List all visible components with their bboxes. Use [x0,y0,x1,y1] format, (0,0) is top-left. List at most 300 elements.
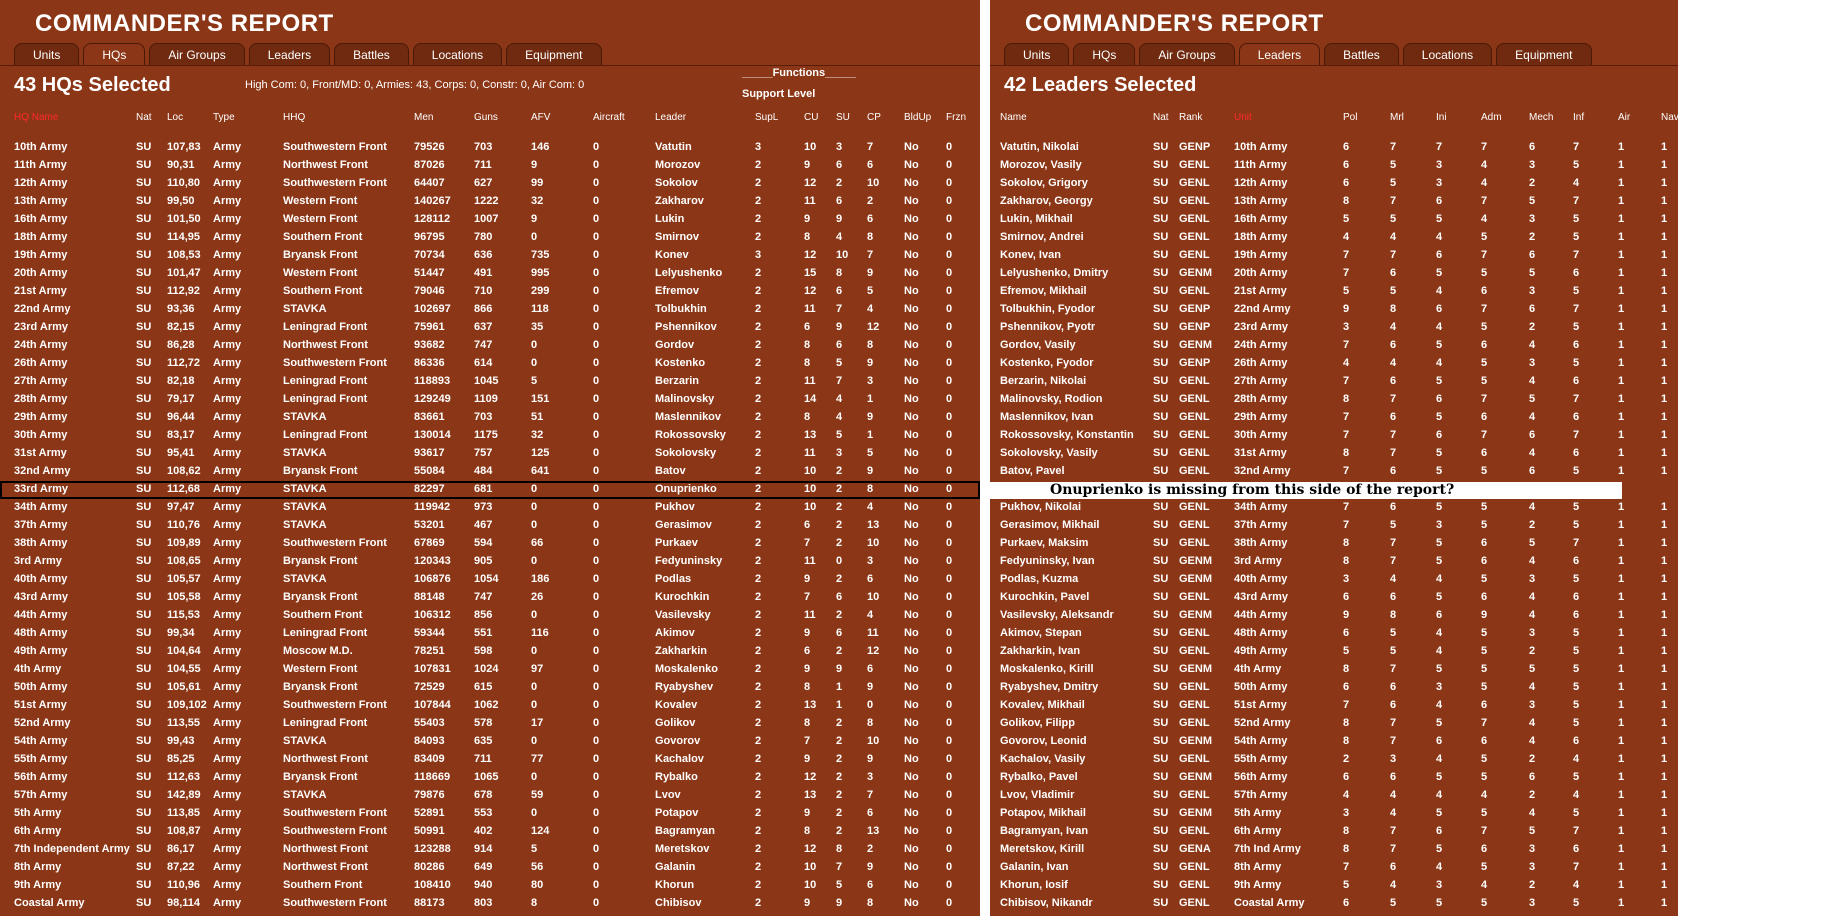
cell-adm: 6 [1481,339,1488,351]
cell-nat: SU [1153,429,1169,441]
leader-row[interactable] [990,517,1752,535]
column-header-nat[interactable]: Nat [136,112,152,123]
cell-hq-name: 54th Army [14,735,68,747]
cell-nav: 1 [1661,465,1668,477]
cell-leader: Gerasimov [655,519,712,531]
column-header-adm[interactable]: Adm [1481,112,1502,123]
cell-unit: 11th Army [1234,159,1287,171]
cell-type: Army [213,285,242,297]
leader-row[interactable] [990,175,1758,193]
cell-hq-name: 3rd Army [14,555,62,567]
cell-su: 1 [836,681,843,693]
cell-cu: 11 [804,609,816,621]
cell-supl: 2 [755,465,762,477]
cell-hq-name: 32nd Army [14,465,71,477]
cell-vic: 16 [1702,321,1715,333]
cell-nav: 1 [1661,879,1668,891]
cell-inf: 5 [1573,213,1580,225]
hq-row[interactable] [0,301,980,319]
cell-aircraft: 0 [593,321,600,333]
column-header-bldup[interactable]: BldUp [904,112,932,123]
cell-pol: 3 [1343,321,1350,333]
column-header-men[interactable]: Men [414,112,434,123]
leader-row[interactable] [990,877,1758,895]
cell-def: 3 [1745,627,1752,639]
cell-air: 1 [1618,231,1625,243]
column-header-unit[interactable]: Unit [1234,112,1252,123]
cell-mech: 6 [1529,771,1536,783]
cell-guns: 747 [474,339,493,351]
cell-vic: 4 [1702,411,1709,423]
cell-afv: 77 [531,753,544,765]
cell-su: 2 [836,537,843,549]
hq-row[interactable] [0,337,980,355]
leader-row[interactable] [990,643,1752,661]
cell-loc: 105,57 [167,573,201,585]
leader-row[interactable] [990,445,1758,463]
cell-nav: 1 [1661,825,1668,837]
column-header-vic[interactable]: Vic [1702,112,1716,123]
leader-row[interactable] [990,139,1758,157]
hq-row[interactable] [0,661,980,679]
hq-row[interactable] [0,409,980,427]
cell-nat: SU [136,231,152,243]
column-header-loc[interactable]: Loc [167,112,184,123]
tab-equipment[interactable]: Equipment [1496,43,1591,66]
column-header-su[interactable]: SU [836,112,850,123]
tab-locations[interactable]: Locations [413,43,502,66]
cell-nav: 1 [1661,357,1668,369]
leader-row[interactable] [990,805,1758,823]
cell-name: Sokolovsky, Vasily [1000,447,1098,459]
cell-rank: GENM [1179,555,1212,567]
cell-rank: GENP [1179,303,1211,315]
leader-row[interactable] [990,193,1758,211]
cell-air: 1 [1618,717,1625,729]
cell-hq-name: 31st Army [14,447,67,459]
hq-row[interactable] [0,157,980,175]
cell-def: 4 [1745,519,1752,531]
cell-loc: 104,55 [167,663,201,675]
cell-type: Army [213,699,242,711]
tab-units[interactable]: Units [14,43,79,66]
cell-bldup: No [904,339,919,351]
cell-rank: GENL [1179,879,1210,891]
cell-cp: 3 [867,375,874,387]
cell-loc: 90,31 [167,159,195,171]
hq-row[interactable] [0,499,980,517]
cell-hq-name: 11th Army [14,159,67,171]
cell-hq-name: 33rd Army [14,483,69,495]
cell-vic: 10 [1702,699,1715,711]
cell-loc: 110,76 [167,519,201,531]
cell-unit: 30th Army [1234,429,1288,441]
cell-nat: SU [136,753,152,765]
cell-ini: 5 [1436,717,1443,729]
cell-supl: 2 [755,393,762,405]
cell-vic: 1 [1702,609,1709,621]
cell-unit: 32nd Army [1234,465,1291,477]
hq-row[interactable] [0,571,980,589]
cell-hq-name: 37th Army [14,519,68,531]
column-header-pol[interactable]: Pol [1343,112,1358,123]
cell-cu: 6 [804,645,811,657]
leader-row[interactable] [990,823,1758,841]
cell-supl: 2 [755,537,762,549]
cell-supl: 2 [755,339,762,351]
cell-nat: SU [136,519,152,531]
hq-row[interactable] [0,751,980,769]
cell-frzn: 0 [946,663,953,675]
hq-row[interactable] [0,805,980,823]
cell-mech: 4 [1529,555,1536,567]
cell-leader: Purkaev [655,537,698,549]
leader-row[interactable] [990,769,1752,787]
cell-guns: 856 [474,609,493,621]
cell-frzn: 0 [946,231,953,243]
leader-row[interactable] [990,733,1752,751]
leader-row[interactable] [990,607,1752,625]
cell-air: 1 [1618,627,1625,639]
leader-row[interactable] [990,499,1752,517]
leader-row[interactable] [990,895,1752,913]
tab-equipment[interactable]: Equipment [506,43,601,66]
leader-row[interactable] [990,679,1758,697]
cell-leader: Khorun [655,879,695,891]
cell-def: 0 [1745,249,1752,261]
cell-bldup: No [904,609,919,621]
tab-leaders[interactable]: Leaders [249,43,330,66]
column-header-nat[interactable]: Nat [1153,112,1169,123]
cell-air: 1 [1618,411,1625,423]
cell-mrl: 5 [1390,213,1397,225]
hq-row[interactable] [0,283,980,301]
column-header-hhq[interactable]: HHQ [283,112,306,123]
cell-su: 7 [836,375,843,387]
cell-nav: 1 [1661,555,1668,567]
cell-nat: SU [1153,357,1169,369]
hq-row[interactable] [0,211,980,229]
cell-unit: 5th Army [1234,807,1282,819]
cell-su: 6 [836,339,843,351]
hq-row[interactable] [0,445,980,463]
leader-row[interactable] [990,283,1758,301]
cell-cu: 7 [804,537,811,549]
column-header-def[interactable]: Def [1745,112,1761,123]
cell-guns: 598 [474,645,493,657]
cell-type: Army [213,303,242,315]
cell-su: 10 [836,249,849,261]
cell-pol: 7 [1343,501,1350,513]
cell-loc: 99,50 [167,195,195,207]
column-header-hq-name[interactable]: HQ Name [14,112,59,123]
cell-men: 118669 [414,771,451,783]
cell-cp: 6 [867,807,874,819]
cell-frzn: 0 [946,195,953,207]
hq-row[interactable] [0,841,980,859]
leader-row[interactable] [990,337,1752,355]
hq-row[interactable] [0,697,980,715]
cell-nav: 1 [1661,285,1668,297]
column-header-type[interactable]: Type [213,112,235,123]
tab-units[interactable]: Units [1004,43,1069,66]
leader-row[interactable] [990,391,1752,409]
cell-inf: 4 [1573,753,1580,765]
tab-leaders[interactable]: Leaders [1239,43,1320,66]
cell-type: Army [213,879,242,891]
cell-vic: 10 [1702,429,1715,441]
cell-def: 4 [1745,393,1752,405]
hq-row[interactable] [0,859,980,877]
cell-def: 0 [1745,573,1752,585]
leader-row[interactable] [990,157,1758,175]
cell-aircraft: 0 [593,267,600,279]
leader-row[interactable] [990,697,1758,715]
hq-row[interactable] [0,319,980,337]
tab-battles[interactable]: Battles [334,43,409,66]
cell-nat: SU [1153,411,1169,423]
cell-hq-name: 21st Army [14,285,67,297]
cell-nat: SU [1153,375,1169,387]
leader-row[interactable] [990,553,1758,571]
support-level-label: Support Level [742,88,816,100]
cell-frzn: 0 [946,285,953,297]
cell-loc: 110,96 [167,879,201,891]
cell-leader: Maslennikov [655,411,722,423]
cell-inf: 5 [1573,771,1580,783]
cell-hhq: Western Front [283,195,358,207]
cell-guns: 757 [474,447,493,459]
hq-row[interactable] [0,625,980,643]
cell-cp: 1 [867,393,874,405]
cell-mech: 4 [1529,339,1536,351]
cell-pol: 8 [1343,735,1350,747]
leader-row[interactable] [990,265,1752,283]
leader-row[interactable] [990,859,1758,877]
hq-row[interactable] [0,589,980,607]
hq-row[interactable] [0,643,980,661]
cell-bldup: No [904,393,919,405]
column-header-name[interactable]: Name [1000,112,1027,123]
hq-row[interactable] [0,427,980,445]
cell-aircraft: 0 [593,627,600,639]
hq-row[interactable] [0,769,980,787]
cell-leader: Moskalenko [655,663,718,675]
leader-row[interactable] [990,355,1758,373]
leader-row[interactable] [990,211,1752,229]
leader-row[interactable] [990,427,1758,445]
hq-row[interactable] [0,715,980,733]
column-header-cp[interactable]: CP [867,112,881,123]
leader-row[interactable] [990,301,1758,319]
cell-guns: 1175 [474,429,498,441]
tab-locations[interactable]: Locations [1403,43,1492,66]
column-header-nav[interactable]: Nav [1661,112,1679,123]
leader-row[interactable] [990,229,1758,247]
leader-row[interactable] [990,715,1752,733]
hq-row[interactable] [0,895,980,913]
cell-supl: 2 [755,267,762,279]
cell-pol: 6 [1343,159,1350,171]
hq-row[interactable] [0,265,980,283]
cell-hhq: Northwest Front [283,861,368,873]
cell-hhq: Bryansk Front [283,681,358,693]
cell-nat: SU [1153,177,1169,189]
cell-aircraft: 0 [593,645,600,657]
leader-row[interactable] [990,319,1752,337]
cell-afv: 0 [531,735,538,747]
column-header-supl[interactable]: SupL [755,112,779,123]
cell-loc: 115,53 [167,609,201,621]
leader-row[interactable] [990,787,1752,805]
cell-type: Army [213,411,242,423]
leader-row[interactable] [990,535,1758,553]
cell-loc: 83,17 [167,429,195,441]
cell-guns: 1054 [474,573,499,585]
cell-mrl: 7 [1390,825,1397,837]
cell-men: 96795 [414,231,445,243]
column-header-cu[interactable]: CU [804,112,819,123]
cell-vic: 0 [1702,249,1709,261]
hq-row[interactable] [0,193,980,211]
cell-afv: 186 [531,573,550,585]
leader-row[interactable] [990,751,1752,769]
column-header-afv[interactable]: AFV [531,112,551,123]
cell-supl: 2 [755,609,762,621]
cell-cp: 7 [867,249,874,261]
cell-air: 1 [1618,753,1625,765]
cell-frzn: 0 [946,789,953,801]
cell-supl: 2 [755,681,762,693]
column-header-aircraft[interactable]: Aircraft [593,112,625,123]
cell-mrl: 6 [1390,699,1397,711]
cell-men: 118893 [414,375,451,387]
leader-row[interactable] [990,625,1752,643]
cell-mech: 2 [1529,789,1536,801]
cell-ini: 6 [1436,735,1443,747]
leader-row[interactable] [990,589,1758,607]
cell-men: 129249 [414,393,451,405]
tab-air-groups[interactable]: Air Groups [1139,43,1234,66]
cell-name: Pshennikov, Pyotr [1000,321,1096,333]
hq-row[interactable] [0,175,980,193]
hq-row[interactable] [0,733,980,751]
cell-pol: 6 [1343,591,1350,603]
leader-row[interactable] [990,373,1758,391]
hq-row[interactable] [0,535,980,553]
hq-row[interactable] [0,481,980,499]
cell-def: 30 [1745,285,1758,297]
cell-leader: Efremov [655,285,700,297]
cell-mrl: 7 [1390,393,1397,405]
cell-cp: 6 [867,573,874,585]
column-header-frzn[interactable]: Frzn [946,112,966,123]
column-header-guns[interactable]: Guns [474,112,498,123]
hq-row[interactable] [0,553,980,571]
hq-row[interactable] [0,679,980,697]
leader-row[interactable] [990,661,1752,679]
cell-unit: 26th Army [1234,357,1288,369]
hq-row[interactable] [0,463,980,481]
hq-row[interactable] [0,877,980,895]
hq-row[interactable] [0,355,980,373]
cell-nat: SU [136,555,152,567]
cell-leader: Vasilevsky [655,609,711,621]
cell-vic: 0 [1702,897,1709,909]
cell-ini: 7 [1436,141,1443,153]
hq-row[interactable] [0,517,980,535]
cell-hhq: Southern Front [283,285,363,297]
cell-inf: 4 [1573,879,1580,891]
hq-row[interactable] [0,787,980,805]
cell-air: 1 [1618,735,1625,747]
cell-inf: 6 [1573,267,1580,279]
cell-loc: 96,44 [167,411,195,423]
leader-row[interactable] [990,463,1752,481]
cell-hq-name: 34th Army [14,501,68,513]
cell-vic: 12 [1702,195,1715,207]
cell-hhq: Southern Front [283,231,363,243]
cell-leader: Galanin [655,861,696,873]
hq-row[interactable] [0,607,980,625]
column-header-mech[interactable]: Mech [1529,112,1554,123]
column-header-air[interactable]: Air [1618,112,1631,123]
column-header-inf[interactable]: Inf [1573,112,1585,123]
hq-row[interactable] [0,391,980,409]
leader-row[interactable] [990,247,1752,265]
cell-frzn: 0 [946,843,953,855]
cell-bldup: No [904,177,919,189]
hq-row[interactable] [0,823,980,841]
column-header-rank[interactable]: Rank [1179,112,1203,123]
tab-hqs[interactable]: HQs [83,43,145,66]
cell-mrl: 6 [1390,591,1397,603]
cell-frzn: 0 [946,429,953,441]
leader-row[interactable] [990,409,1752,427]
tab-battles[interactable]: Battles [1324,43,1399,66]
cell-cu: 12 [804,843,817,855]
hq-row[interactable] [0,247,980,265]
cell-cu: 8 [804,717,811,729]
hq-row[interactable] [0,373,980,391]
cell-mech: 2 [1529,879,1536,891]
leader-row[interactable] [990,571,1752,589]
column-header-ini[interactable]: Ini [1436,112,1447,123]
report-tabs [1004,43,1592,66]
cell-nat: SU [1153,861,1169,873]
cell-leader: Onuprienko [655,483,717,495]
cell-guns: 594 [474,537,493,549]
cell-type: Army [213,213,242,225]
tab-air-groups[interactable]: Air Groups [149,43,244,66]
leader-row[interactable] [990,841,1752,859]
hq-row[interactable] [0,139,980,157]
cell-aircraft: 0 [593,519,600,531]
tab-hqs[interactable]: HQs [1073,43,1135,66]
cell-hq-name: 20th Army [14,267,68,279]
column-header-leader[interactable]: Leader [655,112,687,123]
cell-cu: 13 [804,429,817,441]
cell-hhq: Northwest Front [283,843,368,855]
cell-unit: 31st Army [1234,447,1287,459]
cell-loc: 107,83 [167,141,201,153]
cell-afv: 735 [531,249,550,261]
cell-loc: 112,63 [167,771,201,783]
cell-def: 7 [1745,411,1752,423]
hq-row[interactable] [0,229,980,247]
column-header-mrl[interactable]: Mrl [1390,112,1404,123]
cell-loc: 108,53 [167,249,201,261]
